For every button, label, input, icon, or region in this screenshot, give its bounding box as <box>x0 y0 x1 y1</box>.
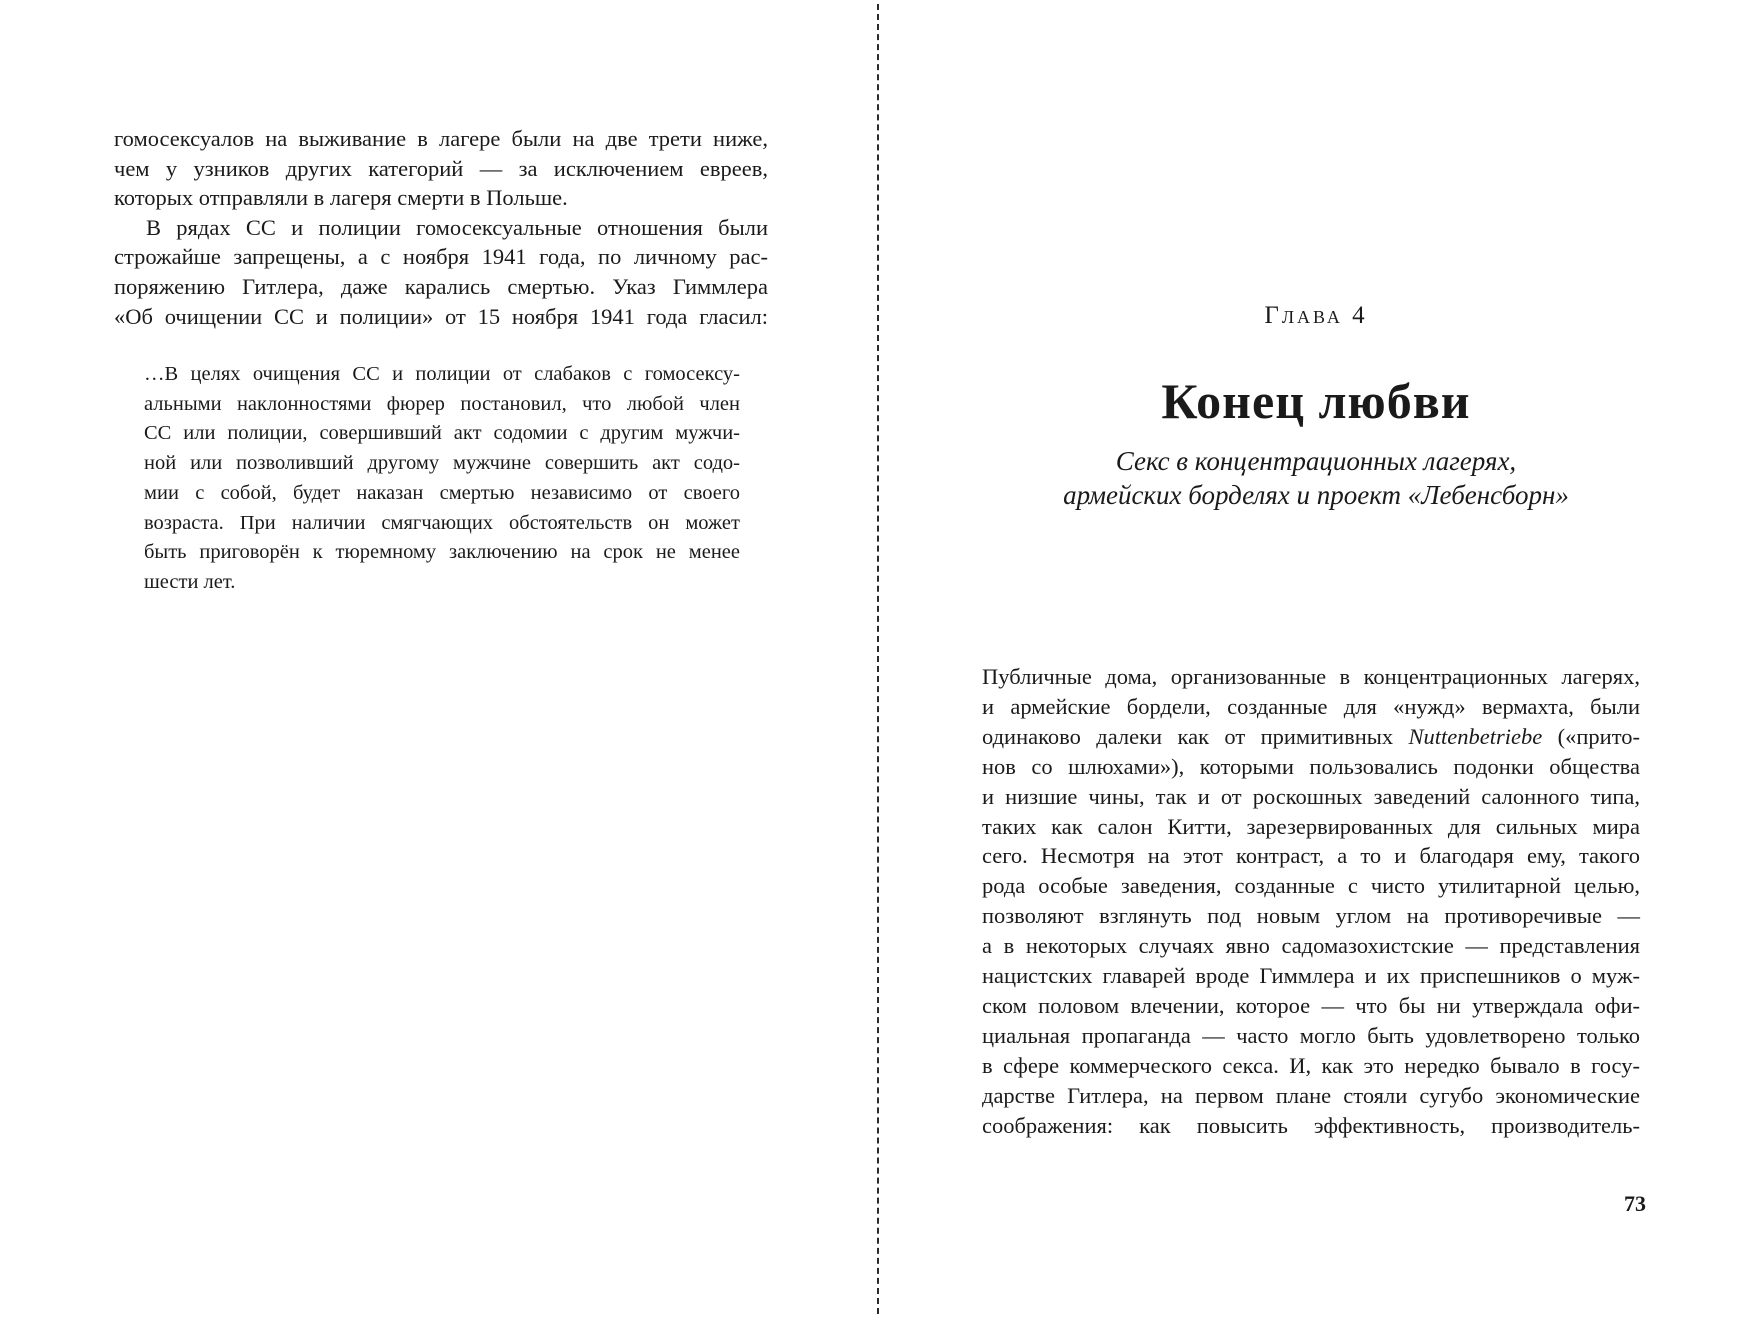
quote-line: …В целях очищения СС и полиции от слабаков с гомосексу- <box>144 363 740 385</box>
text-line: нацистских главарей вроде Гиммлера и их приспешников о муж- <box>982 963 1640 989</box>
text-line: чем у узников других категорий — за исключением евреев, <box>114 155 768 181</box>
text-line: В рядах СС и полиции гомосексуальные отношения были <box>146 214 768 240</box>
paragraph-2 <box>114 213 768 331</box>
chapter-title: Конец любви <box>1161 373 1471 429</box>
right-body-text <box>982 662 1640 1141</box>
text-line: циальная пропаганда — часто могло быть удовлетворено только <box>982 1022 1640 1048</box>
text-line: позволяют взглянуть под новым углом на противоречивые — <box>982 903 1640 929</box>
text-line: дарстве Гитлера, на первом плане стояли сугубо экономические <box>982 1082 1640 1108</box>
quote-line: ной или позволивший другому мужчине совершить акт содо- <box>144 452 740 475</box>
text-line: рода особые заведения, созданные с чисто утилитарной целью, <box>982 873 1640 899</box>
quote-line: возраста. При наличии смягчающих обстоятельств он может <box>144 511 740 534</box>
quote-line: шести лет. <box>144 570 236 593</box>
quote-line: СС или полиции, совершивший акт содомии с другим мужчи- <box>144 422 740 445</box>
left-page <box>0 0 875 1317</box>
chapter-subtitle <box>880 444 1752 512</box>
text-line: таких как салон Китти, зарезервированных для сильных мира <box>982 813 1640 839</box>
text-line: нов со шлюхами»), которыми пользовались подонки общества <box>982 753 1640 779</box>
right-page <box>880 0 1752 1317</box>
text-line: гомосексуалов на выживание в лагере были на две трети ниже, <box>114 126 768 151</box>
left-body-text <box>114 124 768 331</box>
text-line: а в некоторых случаях явно садомазохистские — представления <box>982 933 1640 959</box>
text-segment: («прито- <box>1542 723 1640 749</box>
chapter-label: Глава 4 <box>1264 302 1368 329</box>
quote-line: мии с собой, будет наказан смертью независимо от своего <box>144 481 740 504</box>
subtitle-line: Секс в концентрационных лагерях, <box>1115 446 1517 476</box>
paragraph-1 <box>114 124 768 213</box>
text-line: поряжению Гитлера, даже карались смертью. Указ Гиммлера <box>114 273 768 299</box>
text-line: и армейские бордели, созданные для «нужд» вермахта, были <box>982 693 1640 719</box>
text-segment: одинаково далеки как от примитивных <box>982 723 1409 749</box>
text-line: ском половом влечении, которое — что бы ни утверждала офи- <box>982 992 1640 1018</box>
page-number: 73 <box>1624 1191 1646 1216</box>
text-line <box>982 722 1640 752</box>
text-line: сего. Несмотря на этот контраст, а то и благодаря ему, такого <box>982 843 1640 869</box>
text-line: соображения: как повысить эффективность, производитель- <box>982 1112 1640 1138</box>
block-quote <box>144 360 740 598</box>
text-line: которых отправляли в лагеря смерти в Польше. <box>114 185 568 211</box>
text-line: в сфере коммерческого секса. И, как это нередко бывало в госу- <box>982 1052 1640 1078</box>
text-line: строжайше запрещены, а с ноября 1941 года, по личному рас- <box>114 244 768 270</box>
text-line: «Об очищении СС и полиции» от 15 ноября 1941 года гласил: <box>114 303 768 329</box>
subtitle-line: армейских борделях и проект «Лебенсборн» <box>1063 480 1569 510</box>
quote-line: альными наклонностями фюрер постановил, что любой член <box>144 392 740 415</box>
foreign-term: Nuttenbetriebe <box>1408 723 1543 749</box>
page-fold-divider <box>877 4 879 1314</box>
text-line: и низшие чины, так и от роскошных заведений салонного типа, <box>982 783 1640 809</box>
text-line: Публичные дома, организованные в концентрационных лагерях, <box>982 664 1640 689</box>
quote-line: быть приговорён к тюремному заключению на срок не менее <box>144 541 740 564</box>
